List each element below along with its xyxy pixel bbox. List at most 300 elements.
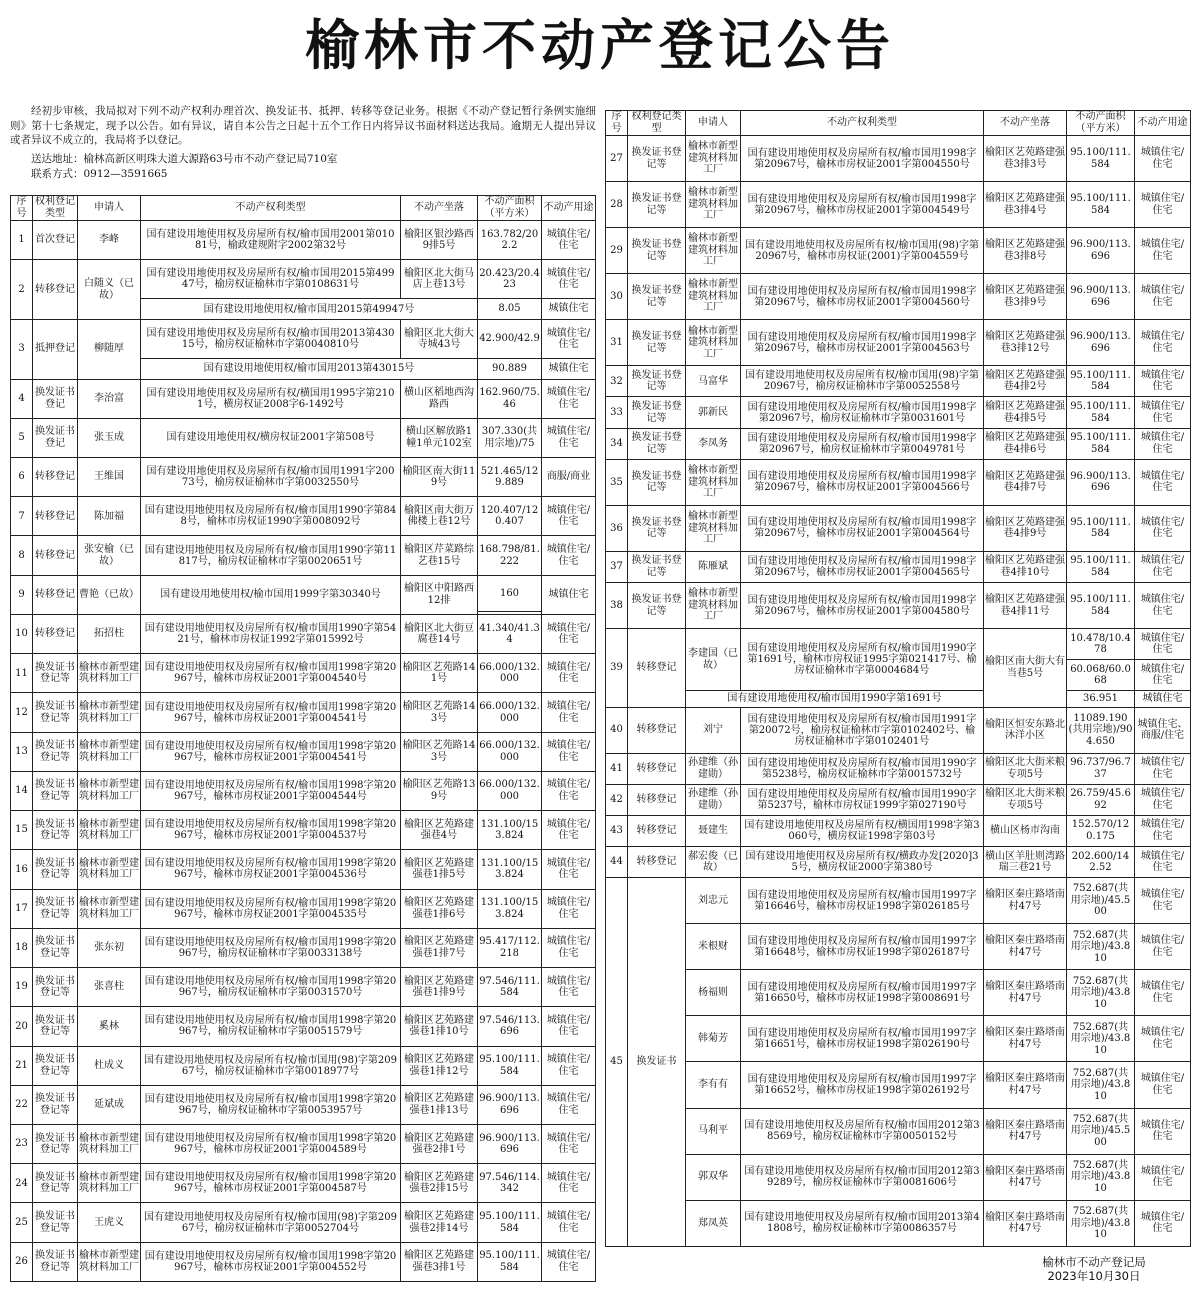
table-row <box>606 691 1191 707</box>
cell-rights: 国有建设用地使用权及房屋所有权/横国用1995字第2101号，横房权证2008字6-1492号 <box>141 379 401 418</box>
cell-no: 40 <box>606 707 628 753</box>
cell-use: 城镇住宅 <box>542 299 596 319</box>
cell-area: 152.570/120.175 <box>1067 815 1135 846</box>
cell-type: 换发证书登记等 <box>33 811 78 850</box>
footer-org: 榆林市不动产登记局 <box>1042 1255 1146 1269</box>
cell-area: 11089.190(共用宗地)/904.650 <box>1067 707 1135 753</box>
cell-location: 榆阳区艺苑路139号 <box>401 771 478 810</box>
cell-applicant: 榆林市新型建筑材料加工厂 <box>686 505 741 551</box>
table-row <box>606 753 1191 784</box>
cell-type: 换发证书登记等 <box>628 459 686 505</box>
cell-no: 9 <box>11 575 33 614</box>
cell-area: 752.687(共用宗地)/45.500 <box>1067 878 1135 924</box>
cell-area: 8.05 <box>478 299 542 319</box>
cell-rights: 国有建设用地使用权及房屋所有权/榆市国用1991字第20072号，榆房权证榆林市字第0102402号、榆房权证榆林市字第0102401号 <box>741 707 984 753</box>
cell-rights: 国有建设用地使用权及房屋所有权/榆市国用1998字第20967号，榆林市房权证2001字第004560号 <box>741 274 984 320</box>
cell-location: 横山区解放路1幢1单元102室 <box>401 418 478 457</box>
cell-applicant: 榆林市新型建筑材料加工厂 <box>686 182 741 228</box>
cell-no: 43 <box>606 815 628 846</box>
cell-use: 城镇住宅/住宅 <box>542 654 596 693</box>
cell-use: 城镇住宅/住宅 <box>1135 505 1191 551</box>
footer <box>1000 1255 1188 1283</box>
table-row <box>11 968 596 1007</box>
cell-type: 换发证书登记等 <box>628 397 686 428</box>
header-use: 不动产用途 <box>542 196 596 221</box>
address-line: 送达地址：榆林高新区明珠大道大源路63号市不动产登记局710室 <box>31 153 338 165</box>
cell-location: 榆阳区秦庄路塔南村47号 <box>984 878 1067 924</box>
cell-use: 城镇住宅/住宅 <box>542 379 596 418</box>
cell-use: 城镇住宅/住宅 <box>1135 1108 1191 1154</box>
cell-use: 城镇住宅/住宅 <box>1135 459 1191 505</box>
cell-type: 转移登记 <box>33 260 78 320</box>
cell-no: 31 <box>606 320 628 366</box>
cell-area: 95.100/111.584 <box>1067 182 1135 228</box>
cell-rights: 国有建设用地使用权/榆市国用2015第49947号 <box>141 299 478 319</box>
cell-area: 95.417/112.218 <box>478 928 542 967</box>
cell-no: 37 <box>606 551 628 582</box>
cell-area: 95.100/111.584 <box>478 1242 542 1281</box>
cell-no: 14 <box>11 771 33 810</box>
cell-use: 城镇住宅 <box>542 359 596 379</box>
cell-applicant: 榆林市新型建筑材料加工厂 <box>78 771 141 810</box>
cell-type: 转移登记 <box>33 536 78 575</box>
table-row <box>11 418 596 457</box>
table-row <box>11 536 596 575</box>
cell-applicant: 陈雁斌 <box>686 551 741 582</box>
table-row <box>11 1007 596 1046</box>
cell-type: 转移登记 <box>33 575 78 614</box>
cell-use: 城镇住宅/住宅 <box>1135 1062 1191 1108</box>
cell-area: 131.100/153.824 <box>478 850 542 889</box>
cell-applicant: 榆林市新型建筑材料加工厂 <box>78 654 141 693</box>
cell-applicant: 榆林市新型建筑材料加工厂 <box>78 1164 141 1203</box>
table-row <box>606 784 1191 815</box>
cell-area: 97.546/114.342 <box>478 1164 542 1203</box>
cell-area: 96.900/113.696 <box>478 1124 542 1163</box>
cell-area: 131.100/153.824 <box>478 889 542 928</box>
cell-location: 榆阳区秦庄路塔南村47号 <box>984 1016 1067 1062</box>
table-row <box>11 1164 596 1203</box>
cell-area: 66.000/132.000 <box>478 771 542 810</box>
cell-rights: 国有建设用地使用权及房屋所有权/榆市国用1998字第20967号，榆林市房权证2001字第004563号 <box>741 320 984 366</box>
cell-rights: 国有建设用地使用权及房屋所有权/榆市国用(98)字第20967号，榆房权证榆林市字第0052558号 <box>741 366 984 397</box>
cell-area: 202.600/142.52 <box>1067 847 1135 878</box>
cell-applicant: 韩菊芳 <box>686 1016 741 1062</box>
table-row <box>606 397 1191 428</box>
cell-rights: 国有建设用地使用权及房屋所有权/榆市国用1998字第20967号，榆房权证榆林市字第0033138号 <box>141 928 401 967</box>
cell-area: 95.100/111.584 <box>478 1203 542 1242</box>
cell-use: 城镇住宅/住宅 <box>1135 551 1191 582</box>
cell-no: 18 <box>11 928 33 967</box>
cell-type: 换发证书登记等 <box>33 968 78 1007</box>
cell-no: 1 <box>11 221 33 260</box>
table-row <box>11 1085 596 1124</box>
cell-applicant: 张玉成 <box>78 418 141 457</box>
cell-rights: 国有建设用地使用权及房屋所有权/榆市国用1990字第5421号，榆林市房权证1992字第015992号 <box>141 614 401 653</box>
cell-rights: 国有建设用地使用权及房屋所有权/榆市国用1998字第20967号，榆林市房权证2001字第004535号 <box>141 889 401 928</box>
table-row <box>606 878 1191 924</box>
cell-area: 20.423/20.423 <box>478 260 542 299</box>
cell-area: 96.900/113.696 <box>1067 320 1135 366</box>
cell-applicant: 孙建维（孙建勋） <box>686 753 741 784</box>
page-title: 榆林市不动产登记公告 <box>305 14 895 77</box>
cell-applicant: 榆林市新型建筑材料加工厂 <box>78 811 141 850</box>
cell-applicant: 张喜柱 <box>78 968 141 1007</box>
cell-no: 36 <box>606 505 628 551</box>
cell-applicant: 李建国（已故） <box>686 629 741 691</box>
cell-area: 97.546/111.584 <box>478 968 542 1007</box>
cell-location: 榆阳区艺苑路建强巷3排12号 <box>984 320 1067 366</box>
cell-type: 转移登记 <box>33 497 78 536</box>
cell-applicant: 延斌成 <box>78 1085 141 1124</box>
cell-area: 752.687(共用宗地)/43.810 <box>1067 1200 1135 1246</box>
cell-area: 131.100/153.824 <box>478 811 542 850</box>
cell-applicant: 拓招柱 <box>78 614 141 653</box>
table-row <box>606 815 1191 846</box>
cell-area: 120.407/120.407 <box>478 497 542 536</box>
cell-type: 换发证书登记 <box>33 379 78 418</box>
cell-type: 换发证书登记等 <box>628 366 686 397</box>
cell-applicant: 榆林市新型建筑材料加工厂 <box>686 228 741 274</box>
cell-location: 榆阳区北大街米粮专项5号 <box>984 784 1067 815</box>
table-row <box>606 366 1191 397</box>
header-no: 序号 <box>11 196 33 221</box>
table-row <box>606 924 1191 970</box>
cell-type: 换发证书登记等 <box>33 889 78 928</box>
cell-area: 160 <box>478 575 542 611</box>
cell-rights: 国有建设用地使用权及房屋所有权/榆市国用1998字第20967号，榆林市房权证2001字第004540号 <box>141 654 401 693</box>
table-row <box>11 260 596 299</box>
table-row <box>606 459 1191 505</box>
cell-location: 榆阳区艺苑路建强巷3排1号 <box>401 1242 478 1281</box>
cell-location: 榆阳区艺苑路建强巷2排15号 <box>401 1164 478 1203</box>
cell-type: 换发证书登记等 <box>628 274 686 320</box>
cell-area: 96.737/96.737 <box>1067 753 1135 784</box>
cell-applicant: 杨福则 <box>686 970 741 1016</box>
cell-location: 榆阳区艺苑路建强巷4排9号 <box>984 505 1067 551</box>
cell-area: 752.687(共用宗地)/45.500 <box>1067 1108 1135 1154</box>
cell-use: 城镇住宅/住宅 <box>1135 970 1191 1016</box>
cell-applicant: 刘忠元 <box>686 878 741 924</box>
contact-line: 联系方式：0912—3591665 <box>31 168 168 180</box>
cell-type: 换发证书登记等 <box>33 1124 78 1163</box>
cell-applicant: 榆林市新型建筑材料加工厂 <box>686 459 741 505</box>
cell-location: 榆阳区北大街大寺城43号 <box>401 319 478 358</box>
cell-applicant: 榆林市新型建筑材料加工厂 <box>78 693 141 732</box>
cell-applicant: 孙建维（孙建勋） <box>686 784 741 815</box>
cell-area: 60.068/60.068 <box>1067 660 1135 691</box>
cell-applicant: 刘宁 <box>686 707 741 753</box>
cell-no: 44 <box>606 847 628 878</box>
cell-no: 21 <box>11 1046 33 1085</box>
cell-area: 168.798/81.222 <box>478 536 542 575</box>
cell-use: 城镇住宅/住宅 <box>1135 784 1191 815</box>
cell-applicant: 榆林市新型建筑材料加工厂 <box>78 1242 141 1281</box>
cell-use: 城镇住宅/住宅 <box>542 1007 596 1046</box>
cell-use: 城镇住宅/住宅 <box>542 1124 596 1163</box>
cell-use: 城镇住宅/住宅 <box>1135 228 1191 274</box>
cell-applicant: 柳随厚 <box>78 319 141 379</box>
cell-location: 榆阳区芹菜路综艺巷15号 <box>401 536 478 575</box>
cell-no: 29 <box>606 228 628 274</box>
cell-type: 换发证书登记等 <box>33 1046 78 1085</box>
cell-rights: 国有建设用地使用权及房屋所有权/榆市国用1998字第20967号，榆林市房权证2001字第004565号 <box>741 551 984 582</box>
cell-location: 榆阳区秦庄路塔南村47号 <box>984 970 1067 1016</box>
cell-location: 榆阳区艺苑路建强巷4排2号 <box>984 366 1067 397</box>
cell-applicant: 榆林市新型建筑材料加工厂 <box>686 320 741 366</box>
cell-applicant: 李治富 <box>78 379 141 418</box>
cell-no: 8 <box>11 536 33 575</box>
cell-use: 城镇住宅/住宅 <box>1135 428 1191 459</box>
cell-rights: 国有建设用地使用权及房屋所有权/榆市国用1998字第20967号，榆林市房权证2001字第004541号 <box>141 693 401 732</box>
cell-use: 城镇住宅/住宅 <box>1135 1016 1191 1062</box>
cell-type: 换发证书 <box>628 878 686 1247</box>
footer-date: 2023年10月30日 <box>1047 1269 1141 1283</box>
table-row <box>11 732 596 771</box>
cell-rights: 国有建设用地使用权及房屋所有权/榆市国用1998字第20967号，榆林市房权证2001字第004549号 <box>741 182 984 228</box>
cell-rights: 国有建设用地使用权/榆市国用1990字第1691号 <box>686 691 984 707</box>
cell-area: 752.687(共用宗地)/43.810 <box>1067 1016 1135 1062</box>
cell-no: 45 <box>606 878 628 1247</box>
cell-applicant: 郭新民 <box>686 397 741 428</box>
cell-rights: 国有建设用地使用权及房屋所有权/榆市国用1998字第20967号，榆林市房权证2001字第004541号 <box>141 732 401 771</box>
cell-no: 4 <box>11 379 33 418</box>
cell-rights: 国有建设用地使用权及房屋所有权/榆市国用1997字第16650号，榆林市房权证1998字第008691号 <box>741 970 984 1016</box>
cell-rights: 国有建设用地使用权及房屋所有权/榆市国用1997字第16652号，榆林市房权证1998字第026192号 <box>741 1062 984 1108</box>
table-row <box>606 136 1191 182</box>
cell-applicant: 榆林市新型建筑材料加工厂 <box>78 889 141 928</box>
table-row <box>11 221 596 260</box>
cell-use: 城镇住宅/住宅 <box>542 319 596 358</box>
cell-rights: 国有建设用地使用权及房屋所有权/榆市国用1998字第20967号，榆林市房权证2001字第004564号 <box>741 505 984 551</box>
cell-location: 榆阳区秦庄路塔南村47号 <box>984 1200 1067 1246</box>
cell-rights: 国有建设用地使用权及房屋所有权/榆市国用1998字第20967号，榆林市房权证2001字第004536号 <box>141 850 401 889</box>
table-row <box>606 274 1191 320</box>
table-header-row <box>606 111 1191 136</box>
cell-type: 换发证书登记等 <box>33 1242 78 1281</box>
cell-location: 榆阳区艺苑路141号 <box>401 654 478 693</box>
cell-area: 66.000/132.000 <box>478 732 542 771</box>
cell-no: 3 <box>11 319 33 379</box>
cell-area: 90.889 <box>478 359 542 379</box>
cell-rights: 国有建设用地使用权及房屋所有权/榆市国用2001第01081号，榆政建规附字2002第32号 <box>141 221 401 260</box>
cell-no: 28 <box>606 182 628 228</box>
cell-type: 抵押登记 <box>33 319 78 379</box>
cell-location: 榆阳区艺苑路建强巷4排10号 <box>984 551 1067 582</box>
cell-location: 横山区杨市沟南 <box>984 815 1067 846</box>
cell-applicant: 白随义（已故） <box>78 260 141 320</box>
cell-applicant: 榆林市新型建筑材料加工厂 <box>686 274 741 320</box>
cell-no: 25 <box>11 1203 33 1242</box>
cell-use: 城镇住宅/住宅 <box>1135 397 1191 428</box>
cell-area: 95.100/111.584 <box>1067 366 1135 397</box>
cell-rights: 国有建设用地使用权及房屋所有权/榆市国用1990字第848号，榆林市房权证1990字第008092号 <box>141 497 401 536</box>
table-row <box>11 319 596 358</box>
cell-area: 95.100/111.584 <box>1067 583 1135 629</box>
cell-location: 榆阳区北大街米粮专项5号 <box>984 753 1067 784</box>
cell-area: 41.340/41.34 <box>478 614 542 653</box>
cell-area: 36.951 <box>1067 691 1135 707</box>
cell-rights: 国有建设用地使用权及房屋所有权/榆市国用2013第43015号，榆房权证榆林市字第0040810号 <box>141 319 401 358</box>
cell-use: 城镇住宅/住宅 <box>542 536 596 575</box>
cell-area: 752.687(共用宗地)/43.810 <box>1067 1062 1135 1108</box>
cell-use: 城镇住宅/住宅 <box>542 221 596 260</box>
cell-type: 首次登记 <box>33 221 78 260</box>
header-rights: 不动产权利类型 <box>141 196 401 221</box>
notice-table-left <box>10 195 596 1282</box>
cell-area: 95.100/111.584 <box>478 1046 542 1085</box>
cell-rights: 国有建设用地使用权及房屋所有权/榆市国用1998字第20967号，榆林市房权证2001字第004589号 <box>141 1124 401 1163</box>
cell-type: 换发证书登记等 <box>33 693 78 732</box>
table-row <box>606 1154 1191 1200</box>
header-rights: 不动产权利类型 <box>741 111 984 136</box>
cell-area: 95.100/111.584 <box>1067 397 1135 428</box>
table-row <box>606 707 1191 753</box>
cell-use: 城镇住宅 <box>542 575 596 614</box>
cell-use: 城镇住宅/住宅 <box>1135 1200 1191 1246</box>
cell-applicant: 曹艳（已故） <box>78 575 141 614</box>
cell-applicant: 杜成义 <box>78 1046 141 1085</box>
table-row <box>11 654 596 693</box>
header-location: 不动产坐落 <box>401 196 478 221</box>
cell-no: 6 <box>11 458 33 497</box>
cell-applicant: 马富华 <box>686 366 741 397</box>
cell-no: 11 <box>11 654 33 693</box>
cell-no: 30 <box>606 274 628 320</box>
cell-no: 24 <box>11 1164 33 1203</box>
table-row <box>606 551 1191 582</box>
cell-rights: 国有建设用地使用权及房屋所有权/榆市国用1998字第20967号，榆房权证榆林市字第0051579号 <box>141 1007 401 1046</box>
table-row <box>11 928 596 967</box>
cell-area: 66.000/132.000 <box>478 654 542 693</box>
table-row <box>606 1062 1191 1108</box>
cell-location: 榆阳区恒安东路北沐洋小区 <box>984 707 1067 753</box>
cell-rights: 国有建设用地使用权及房屋所有权/榆市国用1990字第1691号，榆林市房权证1995字第021417号、榆房权证榆林市字第0004684号 <box>741 629 984 691</box>
header-location: 不动产坐落 <box>984 111 1067 136</box>
cell-type: 转移登记 <box>628 753 686 784</box>
cell-no: 27 <box>606 136 628 182</box>
cell-location: 榆阳区艺苑路143号 <box>401 693 478 732</box>
cell-rights: 国有建设用地使用权及房屋所有权/榆市国用1998字第20967号，榆林市房权证2001字第004552号 <box>141 1242 401 1281</box>
table-row <box>606 228 1191 274</box>
header-applicant: 申请人 <box>78 196 141 221</box>
cell-rights: 国有建设用地使用权及房屋所有权/榆市国用(98)字第20967号，榆林市房权证(2001)字第004559号 <box>741 228 984 274</box>
cell-type: 转移登记 <box>628 815 686 846</box>
cell-applicant: 李峰 <box>78 221 141 260</box>
cell-no: 19 <box>11 968 33 1007</box>
cell-rights: 国有建设用地使用权及房屋所有权/横国用1998字第3060号，横房权证1998字第03号 <box>741 815 984 846</box>
header-type: 权利登记类型 <box>628 111 686 136</box>
cell-type: 换发证书登记等 <box>33 1203 78 1242</box>
cell-applicant: 陈加福 <box>78 497 141 536</box>
cell-type: 换发证书登记等 <box>33 850 78 889</box>
cell-location: 榆阳区银沙路西9排5号 <box>401 221 478 260</box>
cell-area: 96.900/113.696 <box>1067 228 1135 274</box>
cell-rights: 国有建设用地使用权及房屋所有权/榆市国用(98)字第20967号，榆房权证榆林市字第0052704号 <box>141 1203 401 1242</box>
cell-rights: 国有建设用地使用权及房屋所有权/榆市国用2012第38569号，榆房权证榆林市字第0050152号 <box>741 1108 984 1154</box>
cell-type: 转移登记 <box>33 458 78 497</box>
cell-location: 榆阳区秦庄路塔南村47号 <box>984 1062 1067 1108</box>
cell-applicant: 李凤务 <box>686 428 741 459</box>
cell-location: 榆阳区中阳路西12排 <box>401 575 478 614</box>
table-row <box>11 458 596 497</box>
cell-use: 城镇住宅/住宅 <box>1135 753 1191 784</box>
cell-use: 城镇住宅/住宅 <box>1135 878 1191 924</box>
cell-rights: 国有建设用地使用权/榆市国用1999字第30340号 <box>141 575 401 614</box>
table-row <box>11 693 596 732</box>
cell-use: 城镇住宅/住宅 <box>542 497 596 536</box>
cell-type: 转移登记 <box>628 784 686 815</box>
table-row <box>606 583 1191 629</box>
header-use: 不动产用途 <box>1135 111 1191 136</box>
cell-rights: 国有建设用地使用权及房屋所有权/榆市国用1990字第11817号，榆房权证榆林市字第0020651号 <box>141 536 401 575</box>
header-area: 不动产面积（平方米） <box>1067 111 1135 136</box>
cell-no: 7 <box>11 497 33 536</box>
cell-location: 横山区稻地西沟路西 <box>401 379 478 418</box>
header-applicant: 申请人 <box>686 111 741 136</box>
cell-location: 榆阳区秦庄路塔南村47号 <box>984 924 1067 970</box>
cell-applicant: 榆林市新型建筑材料加工厂 <box>78 1124 141 1163</box>
cell-use: 城镇住宅/住宅 <box>1135 847 1191 878</box>
cell-rights: 国有建设用地使用权及房屋所有权/榆市国用1998字第20967号，榆林市房权证2001字第004566号 <box>741 459 984 505</box>
table-row <box>606 1200 1191 1246</box>
cell-no: 23 <box>11 1124 33 1163</box>
cell-type: 换发证书登记等 <box>33 771 78 810</box>
cell-use: 城镇住宅/住宅 <box>1135 629 1191 660</box>
cell-rights: 国有建设用地使用权及房屋所有权/榆市国用1997字第16648号，榆林市房权证1998字第026187号 <box>741 924 984 970</box>
cell-type: 换发证书登记等 <box>33 1085 78 1124</box>
cell-no: 17 <box>11 889 33 928</box>
cell-area: 96.900/113.696 <box>1067 274 1135 320</box>
cell-applicant: 王虎义 <box>78 1203 141 1242</box>
cell-no: 22 <box>11 1085 33 1124</box>
table-row <box>11 575 596 611</box>
cell-use: 城镇住宅/住宅 <box>1135 320 1191 366</box>
cell-location: 榆阳区南大街119号 <box>401 458 478 497</box>
table-row <box>606 428 1191 459</box>
cell-type: 换发证书登记等 <box>33 732 78 771</box>
table-header-row <box>11 196 596 221</box>
cell-use: 城镇住宅/住宅 <box>542 1046 596 1085</box>
cell-location: 榆阳区艺苑路建强巷1排13号 <box>401 1085 478 1124</box>
cell-rights: 国有建设用地使用权及房屋所有权/榆市国用2013第41808号，榆房权证榆林市字第0086357号 <box>741 1200 984 1246</box>
table-row <box>11 811 596 850</box>
cell-use: 城镇住宅/住宅 <box>1135 924 1191 970</box>
cell-rights: 国有建设用地使用权/榆市国用2013第43015号 <box>141 359 478 379</box>
cell-type: 换发证书登记等 <box>628 428 686 459</box>
cell-type: 转移登记 <box>33 614 78 653</box>
table-row <box>11 614 596 653</box>
cell-area: 162.960/75.46 <box>478 379 542 418</box>
table-row <box>606 505 1191 551</box>
cell-use: 城镇住宅/住宅 <box>542 1164 596 1203</box>
table-row <box>11 497 596 536</box>
cell-no: 32 <box>606 366 628 397</box>
cell-location: 榆阳区艺苑路建强巷3排9号 <box>984 274 1067 320</box>
cell-applicant: 郝宏俊（已故） <box>686 847 741 878</box>
cell-rights: 国有建设用地使用权及房屋所有权/榆市国用1998字第20967号，榆房权证榆林市字第0031601号 <box>741 397 984 428</box>
intro-paragraph: 经初步审核，我局拟对下列不动产权利办理首次、换发证书、抵押、转移等登记业务。根据《不动产登记暂行条例实施细则》第十七条规定，现予以公告。如有异议，请自本公告之日起十五个工作日内将异议书面材料送达我局。逾期无人提出异议或者异议不成立的，我局将予以登记。 <box>10 105 596 146</box>
cell-location: 榆阳区艺苑路建强巷3排8号 <box>984 228 1067 274</box>
cell-location: 榆阳区艺苑路143号 <box>401 732 478 771</box>
cell-use: 城镇住宅/住宅 <box>542 928 596 967</box>
cell-location: 榆阳区秦庄路塔南村47号 <box>984 1154 1067 1200</box>
cell-no: 38 <box>606 583 628 629</box>
cell-location: 榆阳区南大街大有当巷5号 <box>984 629 1067 708</box>
cell-rights: 国有建设用地使用权及房屋所有权/榆市国用1998字第20967号，榆房权证榆林市字第0053957号 <box>141 1085 401 1124</box>
cell-area: 521.465/129.889 <box>478 458 542 497</box>
cell-use: 城镇住宅 <box>1135 691 1191 707</box>
